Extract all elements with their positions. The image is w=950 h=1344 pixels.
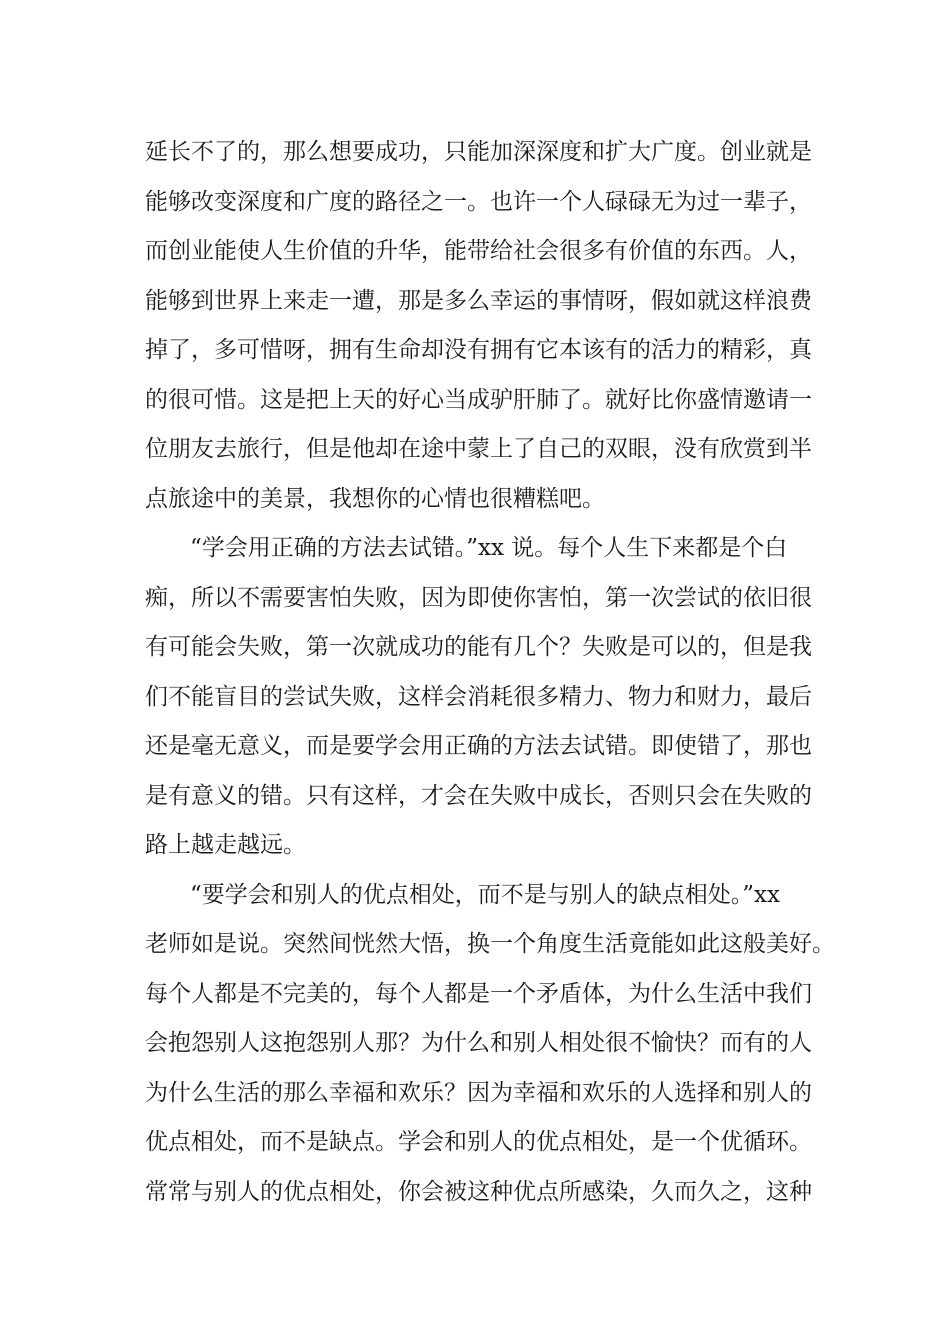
- text-line: 们不能盲目的尝试失败，这样会消耗很多精力、物力和财力，最后: [145, 684, 812, 710]
- text-line: 是有意义的错。只有这样，才会在失败中成长，否则只会在失败的: [145, 783, 812, 809]
- text-line: 点旅途中的美景，我想你的心情也很糟糕吧。: [145, 486, 605, 512]
- text-line: 的很可惜。这是把上天的好心当成驴肝肺了。就好比你盛情邀请一: [145, 387, 812, 413]
- text-line: 位朋友去旅行，但是他却在途中蒙上了自己的双眼，没有欣赏到半: [145, 436, 812, 462]
- paragraph-start-line: “要学会和别人的优点相处，而不是与别人的缺点相处。”xx: [190, 882, 780, 908]
- text-line: 能够到世界上来走一遭，那是多么幸运的事情呀，假如就这样浪费: [145, 288, 812, 314]
- text-line: 会抱怨别人这抱怨别人那？为什么和别人相处很不愉快？而有的人: [145, 1030, 812, 1056]
- text-line: 为什么生活的那么幸福和欢乐？因为幸福和欢乐的人选择和别人的: [145, 1080, 812, 1106]
- paragraph-start-line: “学会用正确的方法去试错。”xx 说。每个人生下来都是个白: [190, 535, 788, 561]
- text-line: 路上越走越远。: [145, 832, 306, 858]
- text-line: 每个人都是不完美的，每个人都是一个矛盾体，为什么生活中我们: [145, 981, 812, 1007]
- text-line: 而创业能使人生价值的升华，能带给社会很多有价值的东西。人，: [145, 238, 812, 264]
- text-line: 痴，所以不需要害怕失败，因为即使你害怕，第一次尝试的依旧很: [145, 585, 812, 611]
- text-line: 掉了，多可惜呀，拥有生命却没有拥有它本该有的活力的精彩，真: [145, 337, 812, 363]
- text-line: 还是毫无意义，而是要学会用正确的方法去试错。即使错了，那也: [145, 733, 812, 759]
- text-line: 优点相处，而不是缺点。学会和别人的优点相处，是一个优循环。: [145, 1129, 812, 1155]
- text-line: 有可能会失败，第一次就成功的能有几个？失败是可以的，但是我: [145, 634, 812, 660]
- text-line: 能够改变深度和广度的路径之一。也许一个人碌碌无为过一辈子，: [145, 189, 812, 215]
- text-line: 常常与别人的优点相处，你会被这种优点所感染，久而久之，这种: [145, 1179, 812, 1205]
- text-line: 老师如是说。突然间恍然大悟，换一个角度生活竟能如此这般美好。: [145, 931, 835, 957]
- text-line: 延长不了的，那么想要成功，只能加深深度和扩大广度。创业就是: [145, 139, 812, 165]
